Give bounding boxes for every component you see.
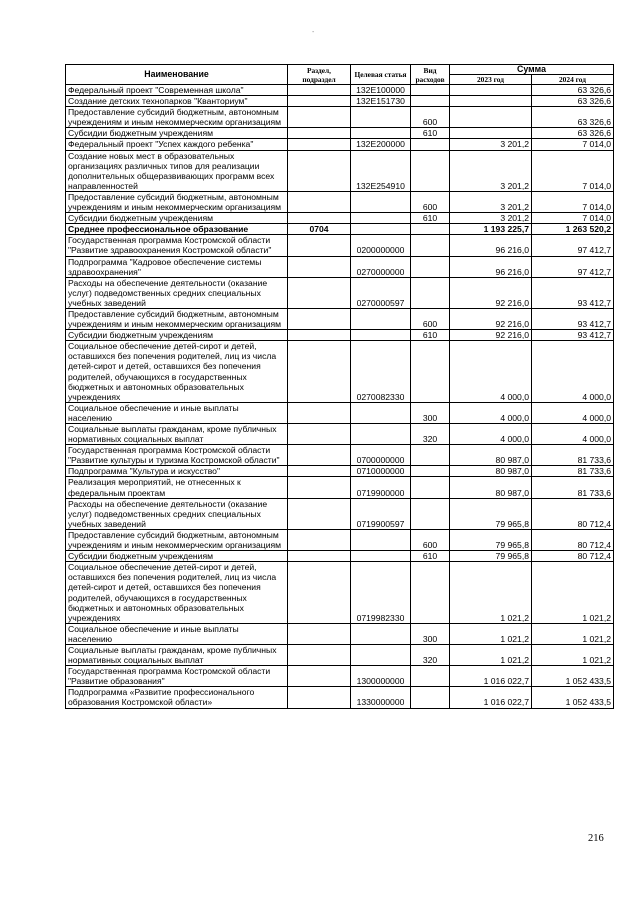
header-year-2023: 2023 год [450,75,532,85]
row-razdel-cell [288,277,351,308]
row-razdel-cell [288,308,351,329]
row-sum-2024-cell: 7 014,0 [532,191,614,212]
row-sum-2023-cell: 1 016 022,7 [450,666,532,687]
row-sum-2024-cell: 7 014,0 [532,213,614,224]
row-celevaya-statya-cell [351,402,411,423]
row-razdel-cell [288,424,351,445]
row-name-cell: Создание новых мест в образовательных организациях различных типов для реализации дополнительных общеразвивающих программ всех направленностей [66,150,288,191]
row-celevaya-statya-cell: 0719900000 [351,477,411,498]
row-sum-2024-cell: 93 412,7 [532,330,614,341]
table-row [66,85,614,96]
row-sum-2023-cell: 96 216,0 [450,256,532,277]
budget-table [65,64,614,709]
row-sum-2024-cell: 1 052 433,5 [532,666,614,687]
row-name-cell: Социальное обеспечение детей-сирот и детей, оставшихся без попечения родителей, лиц из числа детей-сирот и детей, оставшихся без попечения родителей, обучающихся в государственных бюджетных и автономных образовательных учреждениях [66,341,288,403]
table-row [66,529,614,550]
row-sum-2024-cell: 63 326,6 [532,96,614,107]
table-row [66,477,614,498]
row-razdel-cell [288,466,351,477]
row-razdel-cell [288,477,351,498]
row-name-cell: Расходы на обеспечение деятельности (оказание услуг) подведомственных средних специальных учебных заведений [66,498,288,529]
table-row [66,562,614,624]
row-sum-2023-cell [450,85,532,96]
row-sum-2024-cell: 81 733,6 [532,477,614,498]
row-sum-2023-cell: 96 216,0 [450,235,532,256]
row-name-cell: Государственная программа Костромской области "Развитие культуры и туризма Костромской области" [66,445,288,466]
row-name-cell: Субсидии бюджетным учреждениям [66,213,288,224]
table-row [66,687,614,708]
row-name-cell: Подпрограмма "Кадровое обеспечение системы здравоохранения" [66,256,288,277]
table-row [66,424,614,445]
table-row [66,644,614,665]
row-sum-2024-cell: 1 021,2 [532,562,614,624]
row-sum-2023-cell: 79 965,8 [450,529,532,550]
row-sum-2024-cell: 1 021,2 [532,644,614,665]
row-celevaya-statya-cell: 0719900597 [351,498,411,529]
row-sum-2023-cell: 1 193 225,7 [450,224,532,235]
table-row [66,308,614,329]
row-vid-rashodov-cell [411,150,450,191]
row-vid-rashodov-cell [411,687,450,708]
row-celevaya-statya-cell: 1330000000 [351,687,411,708]
row-sum-2023-cell: 4 000,0 [450,341,532,403]
row-sum-2024-cell: 93 412,7 [532,277,614,308]
row-celevaya-statya-cell: 132Е151730 [351,96,411,107]
row-vid-rashodov-cell: 320 [411,644,450,665]
table-row [66,277,614,308]
row-razdel-cell [288,562,351,624]
row-celevaya-statya-cell [351,529,411,550]
row-vid-rashodov-cell [411,466,450,477]
row-celevaya-statya-cell [351,191,411,212]
row-celevaya-statya-cell: 0700000000 [351,445,411,466]
table-row [66,150,614,191]
row-celevaya-statya-cell: 0710000000 [351,466,411,477]
row-name-cell: Социальное обеспечение и иные выплаты населению [66,402,288,423]
row-sum-2023-cell: 79 965,8 [450,498,532,529]
table-header [66,65,614,85]
row-name-cell: Федеральный проект "Успех каждого ребенка" [66,139,288,150]
row-sum-2023-cell: 1 021,2 [450,644,532,665]
row-sum-2024-cell: 7 014,0 [532,150,614,191]
row-sum-2024-cell: 97 412,7 [532,235,614,256]
row-sum-2024-cell: 80 712,4 [532,498,614,529]
row-vid-rashodov-cell [411,256,450,277]
row-celevaya-statya-cell [351,107,411,128]
page-number: 216 [588,833,604,844]
row-sum-2023-cell: 1 016 022,7 [450,687,532,708]
header-summa: Сумма [450,65,614,75]
row-razdel-cell [288,687,351,708]
row-sum-2024-cell: 1 021,2 [532,623,614,644]
row-sum-2024-cell: 1 263 520,2 [532,224,614,235]
row-razdel-cell [288,96,351,107]
table-row [66,213,614,224]
header-celevaya-statya: Целевая статья [351,65,411,85]
row-razdel-cell [288,191,351,212]
row-vid-rashodov-cell [411,96,450,107]
row-sum-2024-cell: 4 000,0 [532,402,614,423]
row-razdel-cell [288,498,351,529]
row-sum-2023-cell: 4 000,0 [450,402,532,423]
row-sum-2024-cell: 7 014,0 [532,139,614,150]
row-celevaya-statya-cell [351,424,411,445]
row-sum-2024-cell: 63 326,6 [532,128,614,139]
row-name-cell: Создание детских технопарков "Кванториум" [66,96,288,107]
row-vid-rashodov-cell: 600 [411,107,450,128]
row-vid-rashodov-cell [411,477,450,498]
row-razdel-cell [288,213,351,224]
budget-table-container [65,64,613,709]
table-row [66,107,614,128]
row-name-cell: Реализация мероприятий, не отнесенных к федеральным проектам [66,477,288,498]
table-row [66,402,614,423]
row-sum-2023-cell: 3 201,2 [450,139,532,150]
table-row [66,445,614,466]
row-celevaya-statya-cell: 132Е200000 [351,139,411,150]
table-row [66,466,614,477]
row-name-cell: Федеральный проект "Современная школа" [66,85,288,96]
table-row [66,224,614,235]
table-row [66,128,614,139]
row-razdel-cell [288,150,351,191]
row-name-cell: Предоставление субсидий бюджетным, автономным учреждениям и иным некоммерческим организациям [66,529,288,550]
row-name-cell: Подпрограмма "Культура и искусство" [66,466,288,477]
row-name-cell: Субсидии бюджетным учреждениям [66,330,288,341]
row-vid-rashodov-cell: 610 [411,330,450,341]
row-vid-rashodov-cell [411,666,450,687]
row-razdel-cell [288,139,351,150]
row-name-cell: Субсидии бюджетным учреждениям [66,551,288,562]
row-sum-2023-cell: 1 021,2 [450,562,532,624]
row-celevaya-statya-cell [351,551,411,562]
row-sum-2024-cell: 81 733,6 [532,466,614,477]
row-razdel-cell [288,445,351,466]
row-sum-2023-cell: 79 965,8 [450,551,532,562]
row-name-cell: Социальное обеспечение детей-сирот и детей, оставшихся без попечения родителей, лиц из числа детей-сирот и детей, оставшихся без попечения родителей, обучающихся в государственных бюджетных и автономных образовательных учреждениях [66,562,288,624]
row-name-cell: Предоставление субсидий бюджетным, автономным учреждениям и иным некоммерческим организациям [66,308,288,329]
table-row [66,623,614,644]
row-vid-rashodov-cell [411,341,450,403]
row-razdel-cell [288,551,351,562]
row-sum-2023-cell: 1 021,2 [450,623,532,644]
row-sum-2023-cell [450,107,532,128]
row-celevaya-statya-cell: 0270000000 [351,256,411,277]
row-name-cell: Государственная программа Костромской области "Развитие здравоохранения Костромской области" [66,235,288,256]
row-name-cell: Субсидии бюджетным учреждениям [66,128,288,139]
row-vid-rashodov-cell [411,498,450,529]
row-sum-2024-cell: 63 326,6 [532,107,614,128]
row-celevaya-statya-cell [351,224,411,235]
row-sum-2024-cell: 4 000,0 [532,424,614,445]
row-sum-2023-cell: 3 201,2 [450,213,532,224]
row-name-cell: Предоставление субсидий бюджетным, автономным учреждениям и иным некоммерческим организациям [66,107,288,128]
row-vid-rashodov-cell [411,224,450,235]
table-body [66,85,614,709]
row-name-cell: Социальное обеспечение и иные выплаты населению [66,623,288,644]
row-name-cell: Расходы на обеспечение деятельности (оказание услуг) подведомственных средних специальных учебных заведений [66,277,288,308]
table-row [66,551,614,562]
row-sum-2024-cell: 81 733,6 [532,445,614,466]
row-razdel-cell [288,330,351,341]
row-sum-2023-cell: 4 000,0 [450,424,532,445]
row-vid-rashodov-cell [411,562,450,624]
row-razdel-cell: 0704 [288,224,351,235]
row-sum-2023-cell: 3 201,2 [450,191,532,212]
row-razdel-cell [288,341,351,403]
scan-mark: - [312,29,315,36]
row-name-cell: Социальные выплаты гражданам, кроме публичных нормативных социальных выплат [66,644,288,665]
row-celevaya-statya-cell: 0200000000 [351,235,411,256]
row-celevaya-statya-cell: 1300000000 [351,666,411,687]
row-celevaya-statya-cell: 132Е100000 [351,85,411,96]
row-vid-rashodov-cell: 300 [411,623,450,644]
row-name-cell: Подпрограмма «Развитие профессионального образования Костромской области» [66,687,288,708]
row-vid-rashodov-cell [411,445,450,466]
row-vid-rashodov-cell [411,85,450,96]
row-celevaya-statya-cell [351,330,411,341]
row-sum-2023-cell: 3 201,2 [450,150,532,191]
row-razdel-cell [288,623,351,644]
row-celevaya-statya-cell [351,128,411,139]
row-vid-rashodov-cell: 610 [411,128,450,139]
row-sum-2023-cell: 80 987,0 [450,477,532,498]
row-vid-rashodov-cell: 320 [411,424,450,445]
row-sum-2024-cell: 80 712,4 [532,551,614,562]
row-vid-rashodov-cell [411,277,450,308]
row-celevaya-statya-cell: 0270082330 [351,341,411,403]
row-razdel-cell [288,107,351,128]
row-name-cell: Государственная программа Костромской области "Развитие образования" [66,666,288,687]
header-vid-rashodov: Вид расходов [411,65,450,85]
row-vid-rashodov-cell [411,235,450,256]
table-row [66,330,614,341]
table-row [66,666,614,687]
row-razdel-cell [288,402,351,423]
row-sum-2024-cell: 97 412,7 [532,256,614,277]
row-razdel-cell [288,256,351,277]
row-vid-rashodov-cell: 610 [411,213,450,224]
table-row [66,96,614,107]
table-row [66,341,614,403]
table-row [66,498,614,529]
row-razdel-cell [288,235,351,256]
row-sum-2023-cell [450,96,532,107]
row-celevaya-statya-cell: 0270000597 [351,277,411,308]
row-sum-2023-cell: 80 987,0 [450,466,532,477]
row-vid-rashodov-cell: 600 [411,191,450,212]
row-name-cell: Социальные выплаты гражданам, кроме публичных нормативных социальных выплат [66,424,288,445]
row-razdel-cell [288,128,351,139]
row-sum-2024-cell: 4 000,0 [532,341,614,403]
row-sum-2024-cell: 63 326,6 [532,85,614,96]
row-sum-2024-cell: 1 052 433,5 [532,687,614,708]
table-row [66,191,614,212]
row-celevaya-statya-cell [351,308,411,329]
row-celevaya-statya-cell [351,213,411,224]
table-row [66,139,614,150]
row-celevaya-statya-cell [351,623,411,644]
row-name-cell: Предоставление субсидий бюджетным, автономным учреждениям и иным некоммерческим организациям [66,191,288,212]
row-sum-2024-cell: 93 412,7 [532,308,614,329]
row-celevaya-statya-cell [351,644,411,665]
header-year-2024: 2024 год [532,75,614,85]
row-sum-2023-cell: 92 216,0 [450,277,532,308]
row-celevaya-statya-cell: 0719982330 [351,562,411,624]
row-vid-rashodov-cell: 600 [411,308,450,329]
row-name-cell: Среднее профессиональное образование [66,224,288,235]
table-row [66,256,614,277]
row-sum-2023-cell [450,128,532,139]
row-sum-2023-cell: 80 987,0 [450,445,532,466]
row-sum-2023-cell: 92 216,0 [450,308,532,329]
row-razdel-cell [288,666,351,687]
header-name: Наименование [66,65,288,85]
table-row [66,235,614,256]
row-vid-rashodov-cell: 610 [411,551,450,562]
row-vid-rashodov-cell: 300 [411,402,450,423]
row-razdel-cell [288,85,351,96]
row-celevaya-statya-cell: 132Е254910 [351,150,411,191]
row-razdel-cell [288,644,351,665]
row-razdel-cell [288,529,351,550]
row-vid-rashodov-cell [411,139,450,150]
row-sum-2024-cell: 80 712,4 [532,529,614,550]
header-razdel: Раздел, подраздел [288,65,351,85]
row-sum-2023-cell: 92 216,0 [450,330,532,341]
row-vid-rashodov-cell: 600 [411,529,450,550]
